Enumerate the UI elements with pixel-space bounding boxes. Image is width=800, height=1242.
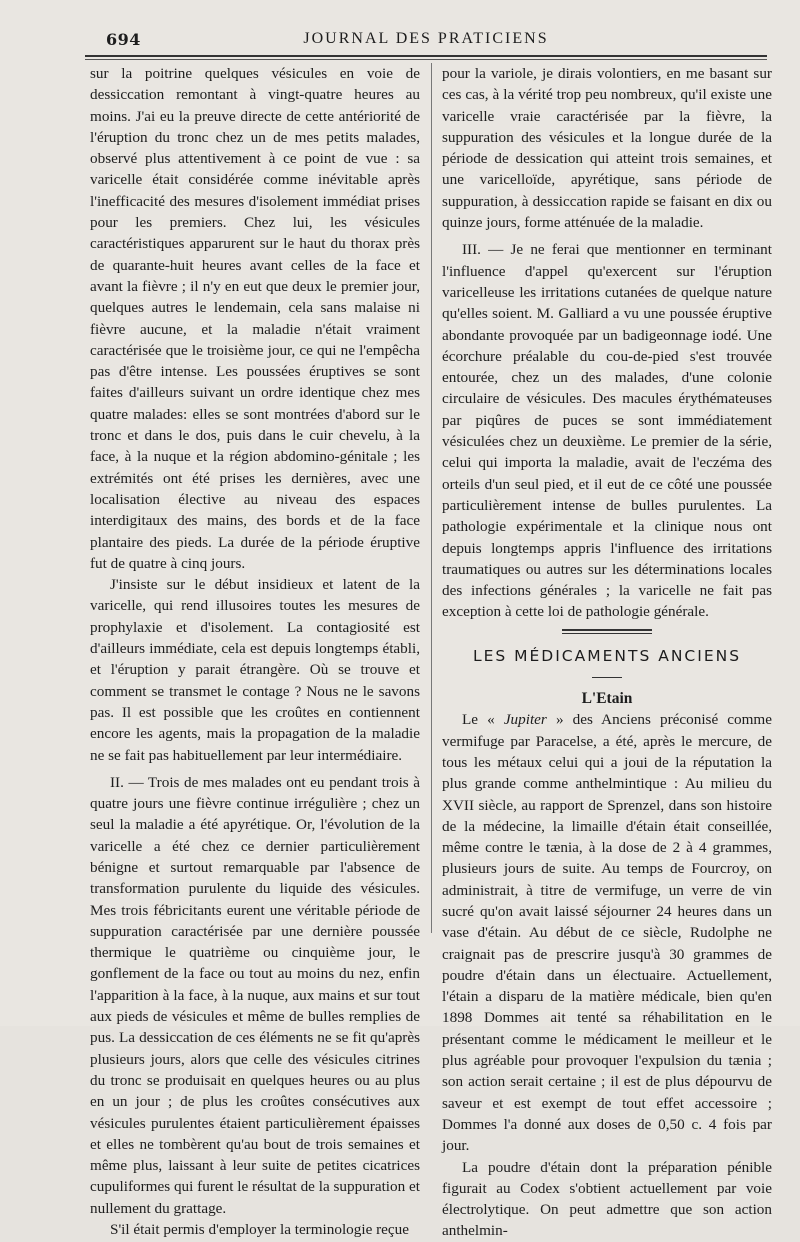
column-divider <box>431 63 432 933</box>
section-rule <box>562 629 652 631</box>
right-paragraph-2: III. — Je ne ferai que mentionner en terminant l'influence d'appel qu'exercent sur l'éruption varicelleuse les irritations cutanées de quelque nature qu'elles soient. M. Galliard a vu une poussée éruptive abondante provoquée par un badigeonnage iodé. Une écorchure préalable du cou-de-pied s'est trouvée entourée, chez un des malades, d'une colonie circulaire de vésicules. Des macules érythémateuses par piqûres de puces se sont immédiatement vésiculées chez un deuxième. Le premier de la série, celui qui importa la maladie, avait de l'eczéma des orteils d'un seul pied, et il eut de ce côté une poussée particulièrement intense de bulles purulentes. La pathologie expérimentale et la clinique nous ont depuis longtemps appris l'influence des irritations traumatiques ou autres sur les déterminations locales des infections générales ; la varicelle ne fait pas exception à cette loi de pathologie générale. <box>442 241 772 621</box>
left-paragraph-2: J'insiste sur le début insidieux et latent de la varicelle, qui rend illusoires toutes les mesures de prophylaxie et d'isolement. La contagiosité est d'ailleurs immédiate, cela est depuis longtemps établi, et l'éruption y parait étrangère. Où se trouve et comment se transmet le contage ? Nous ne le savons pas. Il est possible que les croûtes en contiennent encore les agents, mais la propagation de la maladie ne se fait pas habituellement par leur intermédiaire. <box>90 576 420 764</box>
section-sub-rule <box>592 677 622 678</box>
p3-lead: Le « <box>462 711 504 729</box>
section-rule-thin <box>562 633 652 634</box>
page-number: 694 <box>106 30 141 49</box>
p3-italic-jupiter: Jupiter <box>503 711 547 729</box>
right-column <box>442 63 772 1242</box>
page-header <box>85 30 767 50</box>
left-paragraph-1: sur la poitrine quelques vésicules en voie de dessiccation remontant à vingt-quatre heures au moins. J'ai eu la preuve directe de cette antériorité de l'éruption du tronc chez un de mes petits malades, observé plus attentivement à ce point de vue : sa varicelle était considérée comme inévitable après l'inefficacité des mesures d'isolement immédiat prises pour les premiers. Chez lui, les vésicules caractéristiques apparurent sur le haut du thorax près de quarante-huit heures avant celles de la face et avant la fièvre ; il n'y en eut que deux le premier jour, quelques autres le lendemain, cela sans malaise ni fièvre aucune, et la maladie n'était vraiment caractérisée que le troisième jour, ce qui ne l'empêcha pas d'être intense. Les poussées éruptives se sont faites d'ailleurs suivant un ordre identique chez mes quatre malades: elles se sont montrées d'abord sur le tronc et dans le dos, puis dans le cuir chevelu, à la face, à la nuque et la région abdomino-génitale ; les extrémités ont été prises les dernières, avec une localisation élective au niveau des espaces interdigitaux des mains, des bords et de la face plantaire des pieds. La durée de la période éruptive fut de quatre à cinq jours. <box>90 65 420 572</box>
section-title: LES MÉDICAMENTS ANCIENS <box>472 646 742 665</box>
left-paragraph-4: S'il était permis d'employer la terminologie reçue <box>110 1221 410 1239</box>
header-rule-thin <box>85 59 767 60</box>
left-paragraph-3: II. — Trois de mes malades ont eu pendant trois à quatre jours une fièvre continue irrégulière ; chez un seul la maladie a été apyrétique. Or, l'évolution de la varicelle a été chez ce dernier particulièrement bénigne et surtout remarquable par l'absence de transformation purulente du liquide des vésicules. Mes trois fébricitants eurent une véritable période de suppuration caractérisée par une dernière poussée thermique le quatrième ou cinquième jour, le gonflement de la face ou tout au moins du nez, enfin l'apparition à la face, à la nuque, aux mains et sur tout aux pieds de vésicules et même de bulles remplies de pus. La dessiccation de ces éléments ne se fit qu'après plusieurs jours, alors que celle des vésicules citrines du tronc se produisait en quelques heures ou au plus en un jour ; de plus les croûtes consécutives aux vésicules purulentes étaient particulièrement épaisses et elles ne tombèrent qu'au bout de trois semaines et même plus, laissant à leur suite de petites cicatrices cupuliformes qui furent le résultat de la suppuration et nullement du grattage. <box>90 773 420 1217</box>
p3-rest: » des Anciens préconisé comme vermifuge par Paracelse, a été, après le mercure, de tous les métaux celui qui a joui de la réputation la plus grande comme anthelmintique : Au milieu du XVII siècle, au rapport de Sprenzel, dans son histoire de la médecine, la limaille d'étain était conseillée, même contre le tænia, à la dose de 2 à 4 grammes, plusieurs jours de suite. Au temps de Fourcroy, on administrait, à titre de vermifuge, un verre de vin sucré qu'on avait laissé séjourner 24 heures dans un vase d'étain. Au début de ce siècle, Rudolphe ne craignait pas de prescrire jusqu'à 30 grammes de poudre d'étain dans un électuaire. Actuellement, l'étain a disparu de la matière médicale, bien qu'en 1898 Dommes ait tenté sa réhabilitation en le présentant comme le médicament le meilleur et le plus agréable pour provoquer l'expulsion du tænia ; son action serait certaine ; il est de plus dépourvu de saveur et est exempt de tout effet accessoire ; Dommes l'a donné aux doses de 0,50 c. 4 fois par jour. <box>442 711 772 1155</box>
right-paragraph-3 <box>442 709 772 1156</box>
header-rule <box>85 55 767 57</box>
left-column <box>90 63 420 1240</box>
right-paragraph-4: La poudre d'étain dont la préparation pénible figurait au Codex s'obtient actuellement par voie électrolytique. On peut admettre que son action anthelmin- <box>442 1158 772 1240</box>
article-subtitle: L'Etain <box>581 690 633 708</box>
right-paragraph-1: pour la variole, je dirais volontiers, en me basant sur ces cas, à la vérité trop peu nombreux, qu'il existe une varicelle vraie caractérisée par la fièvre, la suppuration des vésicules et la longue durée de la période de dessication qui atteint trois semaines, et une varicelloïde, apyrétique, sans période de suppuration, à dessiccation rapide se faisant en dix ou quinze jours, forme atténuée de la maladie. <box>442 65 772 232</box>
journal-title: JOURNAL DES PRATICIENS <box>303 30 549 47</box>
